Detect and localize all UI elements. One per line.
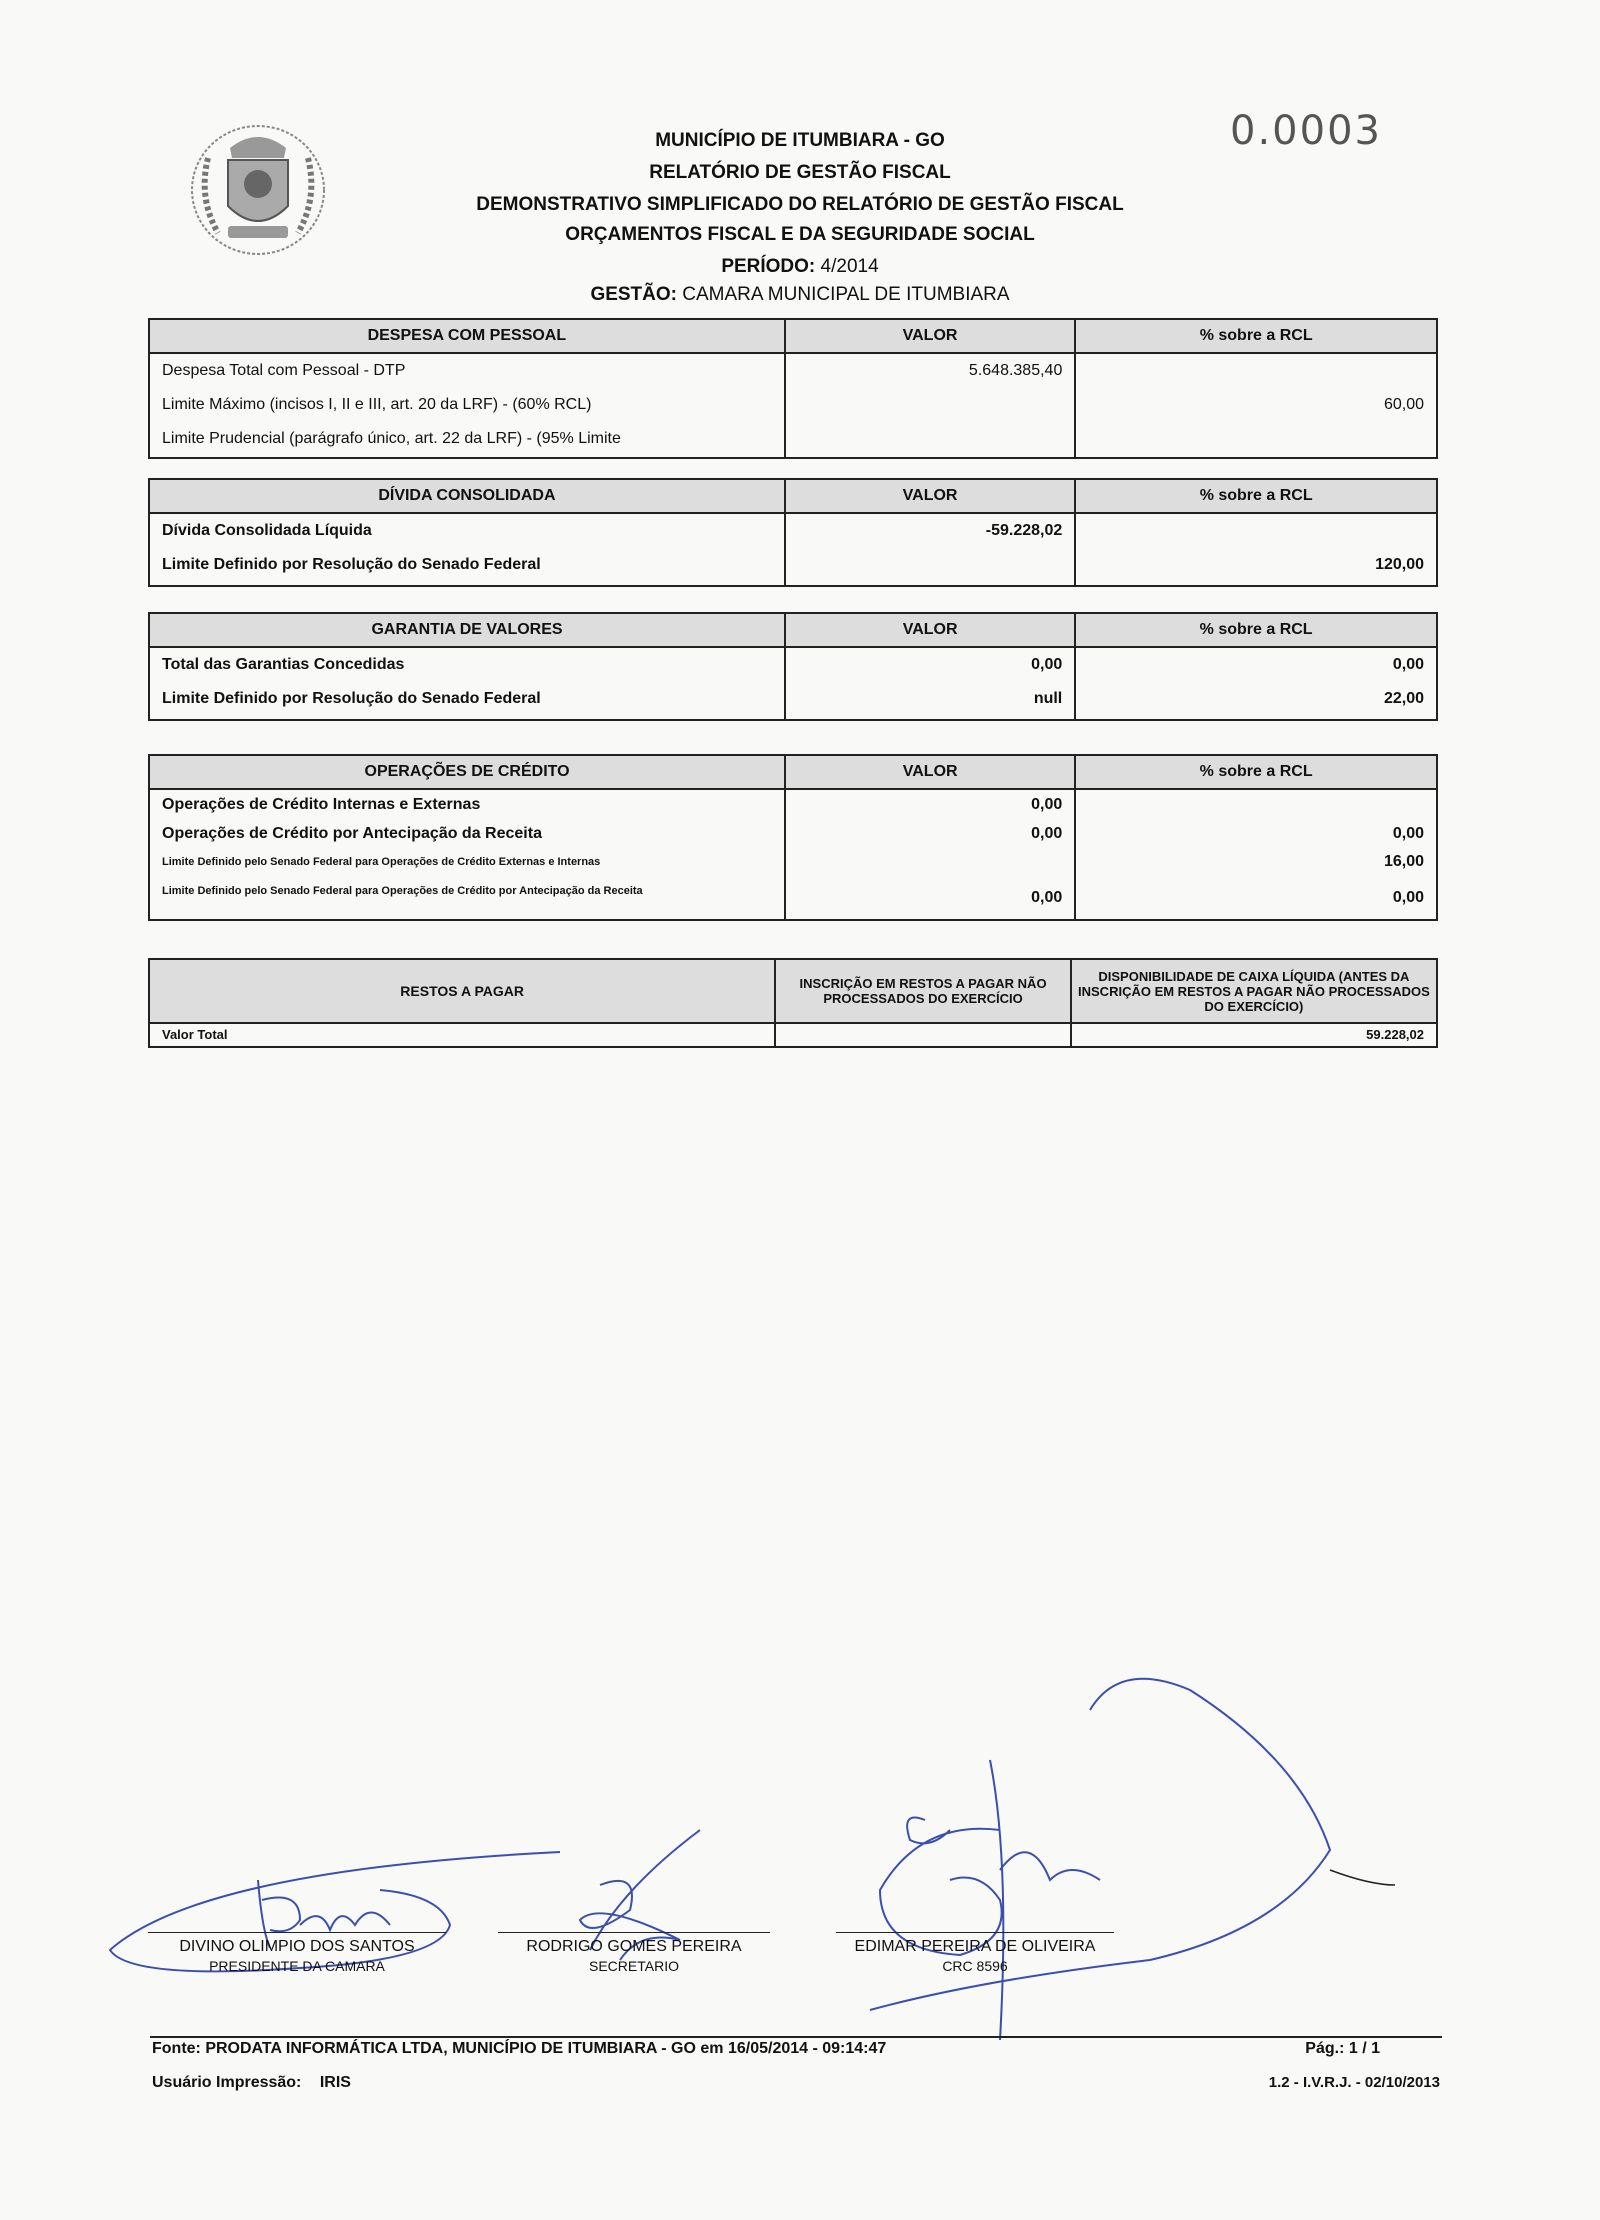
signature-name: EDIMAR PEREIRA DE OLIVEIRA (854, 1938, 1096, 1955)
operacoes-row-pct: 0,00 (1075, 876, 1437, 920)
restos-header-inscricao: INSCRIÇÃO EM RESTOS A PAGAR NÃO PROCESSADOS DO EXERCÍCIO (775, 959, 1071, 1023)
periodo-value: 4/2014 (820, 256, 879, 277)
operacoes-header-valor: VALOR (785, 755, 1075, 789)
footer-divider (150, 2036, 1442, 2038)
signature-role: CRC 8596 (942, 1958, 1008, 1974)
garantia-header-pct: % sobre a RCL (1075, 613, 1437, 647)
garantia-header-label: GARANTIA DE VALORES (149, 613, 785, 647)
divida-row-pct: 120,00 (1075, 548, 1437, 586)
garantia-header-valor: VALOR (785, 613, 1075, 647)
garantia-row-label: Total das Garantias Concedidas (149, 647, 785, 682)
restos-header-label: RESTOS A PAGAR (149, 959, 775, 1023)
footer-usuario-label: Usuário Impressão: (152, 2074, 302, 2091)
demonstrativo-title: DEMONSTRATIVO SIMPLIFICADO DO RELATÓRIO DE GESTÃO FISCAL (476, 194, 1124, 215)
divida-header-label: DÍVIDA CONSOLIDADA (149, 479, 785, 513)
operacoes-row-label: Operações de Crédito Internas e Externas (149, 789, 785, 820)
footer-versao: 1.2 - I.V.R.J. - 02/10/2013 (1268, 2074, 1440, 2091)
municipio-title: MUNICÍPIO DE ITUMBIARA - GO (655, 130, 945, 151)
periodo-label: PERÍODO: (721, 256, 816, 277)
garantia-row-label: Limite Definido por Resolução do Senado Federal (149, 682, 785, 720)
page-stamp: 0.0003 (1230, 108, 1382, 154)
restos-header-disponibilidade: DISPONIBILIDADE DE CAIXA LÍQUIDA (ANTES DA INSCRIÇÃO EM RESTOS A PAGAR NÃO PROCESSADOS DO EXERCÍCIO) (1071, 959, 1437, 1023)
operacoes-header-label: OPERAÇÕES DE CRÉDITO (149, 755, 785, 789)
signature-role: PRESIDENTE DA CAMARA (209, 1958, 385, 1974)
operacoes-row-pct: 16,00 (1075, 848, 1437, 876)
restos-row-label: Valor Total (149, 1023, 775, 1047)
footer-fonte: Fonte: PRODATA INFORMÁTICA LTDA, MUNICÍPIO DE ITUMBIARA - GO em 16/05/2014 - 09:14:47 (152, 2040, 887, 2057)
despesa-row-label: Despesa Total com Pessoal - DTP (149, 353, 785, 388)
signature-name: RODRIGO GOMES PEREIRA (526, 1938, 742, 1955)
signature-line (148, 1932, 446, 1933)
operacoes-row-label: Limite Definido pelo Senado Federal para Operações de Crédito Externas e Internas (149, 848, 785, 876)
operacoes-row-pct: 0,00 (1075, 820, 1437, 848)
operacoes-header-pct: % sobre a RCL (1075, 755, 1437, 789)
signature-line (836, 1932, 1114, 1933)
relatorio-title: RELATÓRIO DE GESTÃO FISCAL (649, 162, 951, 183)
signature-name: DIVINO OLIMPIO DOS SANTOS (179, 1938, 415, 1955)
despesa-header-pct: % sobre a RCL (1075, 319, 1437, 353)
despesa-row-valor: 5.648.385,40 (785, 353, 1076, 388)
operacoes-row-valor: 0,00 (785, 789, 1075, 820)
despesa-header-valor: VALOR (785, 319, 1076, 353)
operacoes-row-label: Limite Definido pelo Senado Federal para Operações de Crédito por Antecipação da Receita (149, 876, 785, 920)
garantia-row-pct: 0,00 (1075, 647, 1437, 682)
operacoes-row-valor: 0,00 (785, 876, 1075, 920)
garantia-row-valor: 0,00 (785, 647, 1075, 682)
restos-row-disponibilidade: 59.228,02 (1071, 1023, 1437, 1047)
gestao-label: GESTÃO: (590, 284, 677, 305)
despesa-header-label: DESPESA COM PESSOAL (149, 319, 785, 353)
footer-pagina: Pág.: 1 / 1 (1305, 2040, 1380, 2057)
divida-header-valor: VALOR (785, 479, 1075, 513)
footer-usuario-value: IRIS (319, 2074, 351, 2091)
operacoes-row-valor: 0,00 (785, 820, 1075, 848)
signature-role: SECRETARIO (589, 1958, 679, 1974)
divida-row-valor: -59.228,02 (785, 513, 1075, 548)
operacoes-row-label: Operações de Crédito por Antecipação da Receita (149, 820, 785, 848)
orcamentos-title: ORÇAMENTOS FISCAL E DA SEGURIDADE SOCIAL (565, 224, 1035, 245)
despesa-row-label: Limite Máximo (incisos I, II e III, art. 20 da LRF) - (60% RCL) (149, 388, 785, 422)
despesa-row-label: Limite Prudencial (parágrafo único, art. 22 da LRF) - (95% Limite (149, 422, 785, 458)
signature-line (498, 1932, 770, 1933)
garantia-row-valor: null (785, 682, 1075, 720)
despesa-row-pct: 60,00 (1075, 388, 1437, 422)
garantia-row-pct: 22,00 (1075, 682, 1437, 720)
gestao-value: CAMARA MUNICIPAL DE ITUMBIARA (682, 284, 1010, 305)
divida-header-pct: % sobre a RCL (1075, 479, 1437, 513)
divida-row-label: Limite Definido por Resolução do Senado Federal (149, 548, 785, 586)
divida-row-label: Dívida Consolidada Líquida (149, 513, 785, 548)
footer-usuario-line (152, 2074, 351, 2092)
